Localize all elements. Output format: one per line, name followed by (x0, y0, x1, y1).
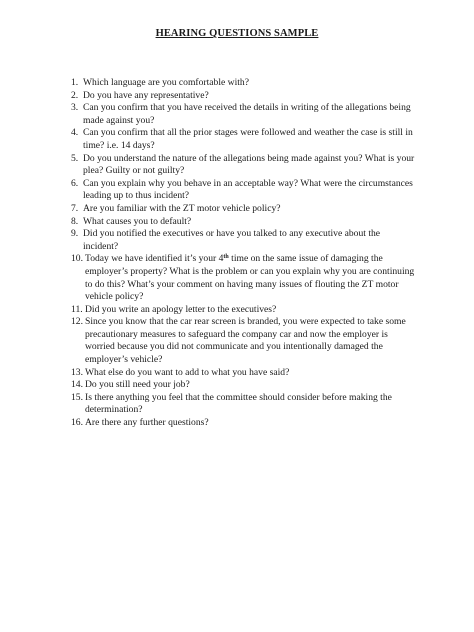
question-number: 15. (71, 391, 83, 403)
question-text: Can you confirm that you have received the details in writing of the allegations being made against you? (83, 102, 411, 126)
question-number: 11. (71, 303, 83, 315)
question-text: Did you write an apology letter to the executives? (85, 303, 277, 315)
question-number: 13. (71, 366, 83, 378)
question-number: 14. (71, 379, 83, 391)
question-text: Are there any further questions? (85, 417, 209, 429)
question-item (71, 379, 416, 392)
ordinal-superscript: th (223, 254, 229, 261)
question-item (71, 228, 416, 253)
question-list (71, 77, 416, 430)
question-item (71, 90, 416, 103)
question-text: Did you notified the executives or have you talked to any executive about the incident? (83, 228, 381, 252)
question-text: Can you explain why you behave in an acceptable way? What were the circumstances leading up to thus incident? (83, 177, 413, 202)
question-text: Can you confirm that all the prior stages were followed and weather the case is still in time? i.e. 14 days? (83, 127, 413, 151)
document-title: HEARING QUESTIONS SAMPLE (155, 28, 319, 39)
question-text: Are you familiar with the ZT motor vehicle policy? (83, 202, 281, 214)
question-text: Since you know that the car rear screen is branded, you were expected to take some precautionary measures to safeguard the company car and now the employer is worried because you did not communicate and you intentionally damaged the employer’s vehicle? (85, 316, 406, 366)
question-text-end: time on the same issue of damaging the employer’s property? What is the problem or can you explain why you are continuing to do this? What’s your comment on having many issues of flouting the ZT motor vehicle policy? (85, 253, 415, 303)
question-item (71, 77, 416, 90)
question-text: Is there anything you feel that the committee should consider before making the determination? (85, 391, 392, 416)
question-number: 1. (71, 77, 79, 88)
question-text: Do you understand the nature of the allegations being made against you? What is your plea? Guilty or not guilty? (83, 152, 415, 177)
question-number: 10. (71, 253, 83, 265)
question-number: 12. (71, 316, 83, 328)
question-number: 6. (71, 177, 79, 189)
question-number: 8. (71, 215, 79, 227)
question-item (71, 304, 416, 317)
question-item (71, 153, 416, 178)
question-text-start: Today we have identified it’s your 4 (85, 253, 224, 265)
question-item (71, 253, 416, 303)
question-item (71, 316, 416, 366)
question-item (71, 367, 416, 380)
question-item (71, 127, 416, 152)
question-number: 7. (71, 202, 79, 214)
question-item (71, 417, 416, 430)
question-number: 5. (71, 152, 79, 164)
question-item (71, 216, 416, 229)
question-item (71, 203, 416, 216)
question-number: 3. (71, 102, 79, 114)
question-text: Do you still need your job? (85, 379, 190, 391)
question-item (71, 102, 416, 127)
question-text: What else do you want to add to what you have said? (85, 366, 290, 378)
question-item (71, 178, 416, 203)
question-number: 9. (71, 228, 79, 240)
question-item (71, 392, 416, 417)
question-number: 4. (71, 127, 79, 139)
question-text: Which language are you comfortable with? (83, 77, 249, 88)
question-text: What causes you to default? (83, 215, 192, 227)
question-number: 2. (71, 89, 79, 101)
question-text: Do you have any representative? (83, 89, 209, 101)
question-number: 16. (71, 417, 83, 429)
